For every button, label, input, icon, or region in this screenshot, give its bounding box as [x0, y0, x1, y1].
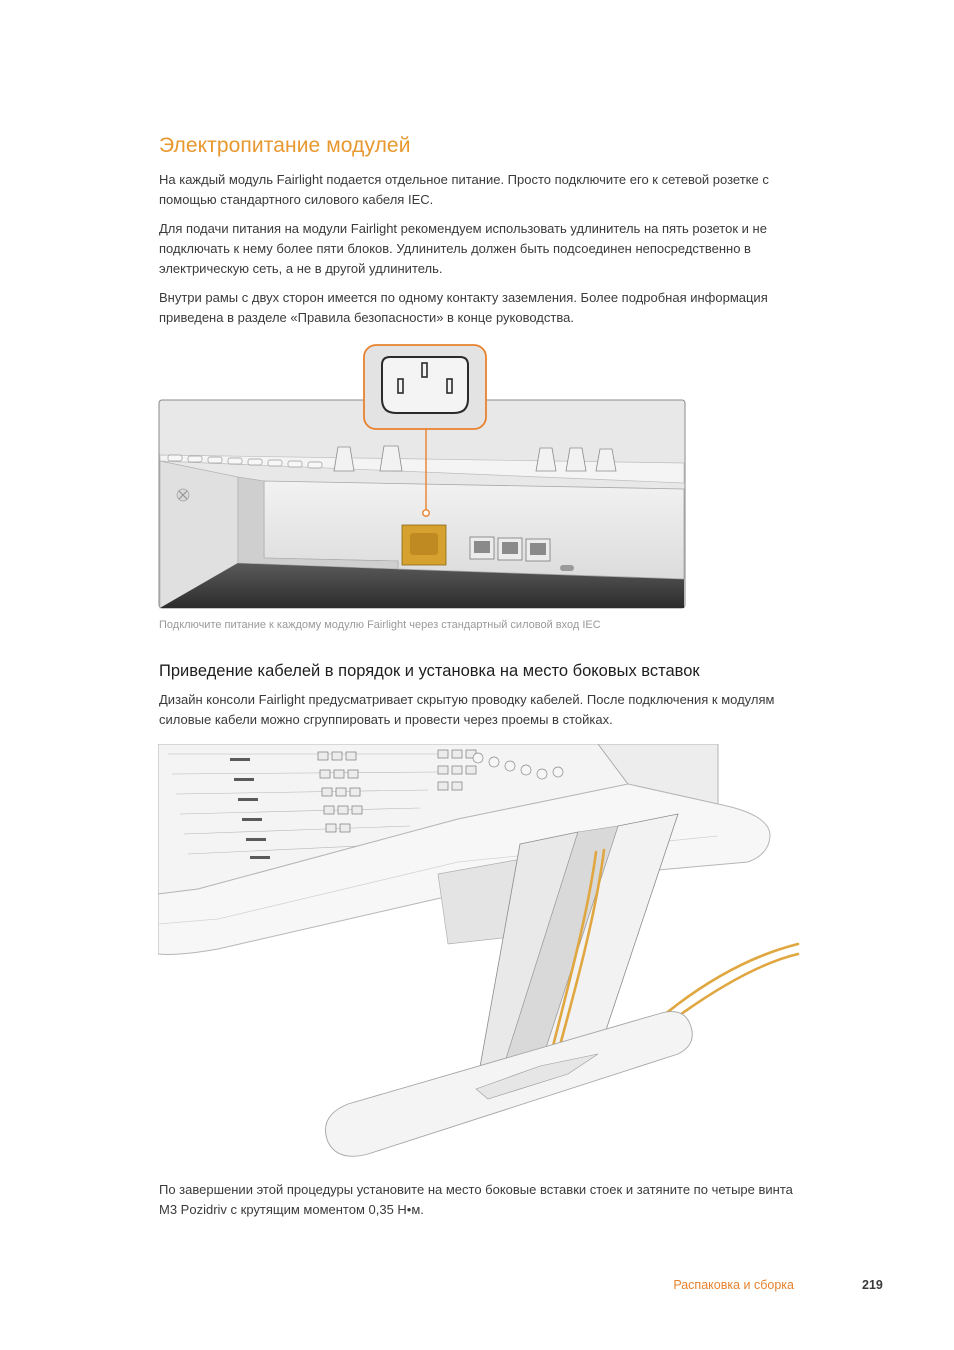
iec-socket-icon: [382, 357, 468, 413]
rear-panel-illustration: [158, 343, 688, 611]
figure-caption: Подключите питание к каждому модулю Fairlight через стандартный силовой вход IEC: [159, 619, 601, 631]
section-title: Электропитание модулей: [159, 134, 411, 157]
usb-port-icon: [560, 565, 574, 571]
paragraph-side-inserts: По завершении этой процедуры установите на место боковые вставки стоек и затяните по четыре винта M3 Pozidriv с крутящим моментом 0,35 Н•м.: [159, 1182, 793, 1217]
paragraph-extension-cord: Для подачи питания на модули Fairlight рекомендуем использовать удлинитель на пять розеток и не подключать к нему более пяти блоков. Удлинитель должен быть подсоединен непосредственно в электрическую сеть, а не в другой удлинитель.: [159, 221, 767, 276]
footer-page-number: 219: [862, 1278, 883, 1292]
paragraph-power-supply: На каждый модуль Fairlight подается отдельное питание. Просто подключите его к сетевой розетке с помощью стандартного силового кабеля IEC.: [159, 172, 769, 207]
console-leg-illustration: [158, 744, 800, 1164]
ethernet-port-icon: [470, 537, 550, 561]
paragraph-grounding: Внутри рамы с двух сторон имеется по одному контакту заземления. Более подробная информация приведена в разделе «Правила безопасности» в конце руководства.: [159, 290, 768, 325]
footer-section-name: Распаковка и сборка: [673, 1278, 794, 1292]
paragraph-cable-routing: Дизайн консоли Fairlight предусматривает скрытую проводку кабелей. После подключения к модулям силовые кабели можно сгруппировать и провести через проемы в стойках.: [159, 692, 775, 727]
subsection-title: Приведение кабелей в порядок и установка на место боковых вставок: [159, 662, 700, 680]
